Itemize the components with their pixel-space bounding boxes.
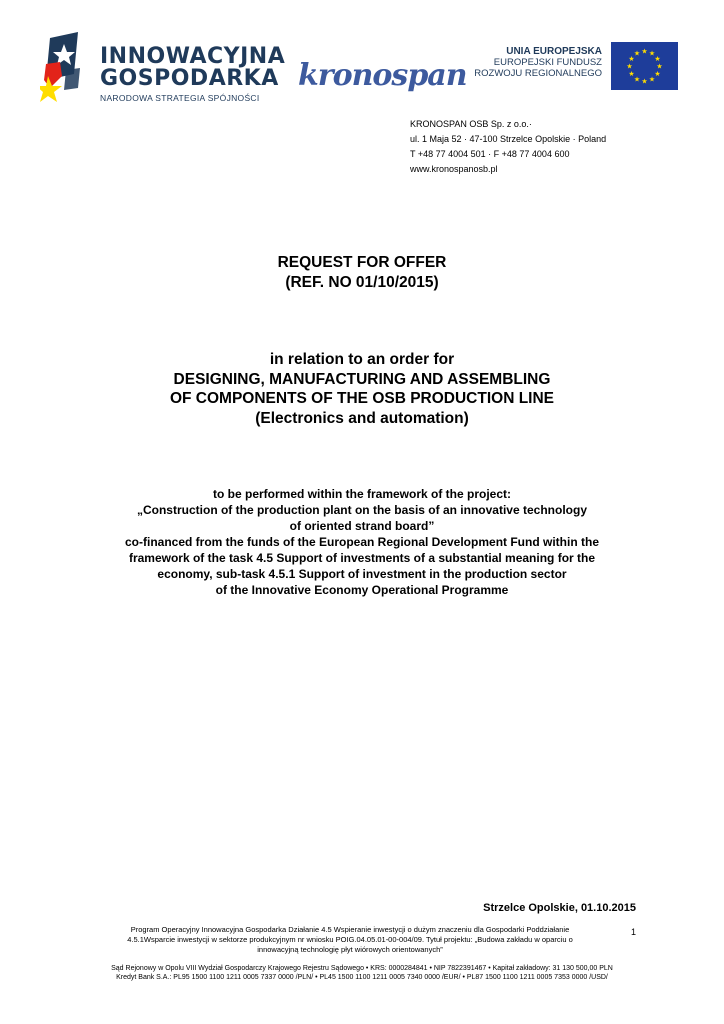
project-line-5: framework of the task 4.5 Support of investments of a substantial meaning for the (128, 551, 596, 565)
eu-logo-text (474, 46, 602, 79)
footer-program-info (90, 925, 610, 955)
star-flag-icon (40, 30, 100, 110)
project-line-1: to be performed within the framework of the project: (212, 487, 512, 501)
company-name: KRONOSPAN OSB Sp. z o.o.· (410, 119, 532, 129)
logo-line-1: INNOWACYJNA (100, 44, 286, 69)
project-line-6: economy, sub-task 4.5.1 Support of investment in the production sector (157, 567, 567, 581)
relation-line-1: in relation to an order for (269, 351, 455, 368)
company-address: ul. 1 Maja 52 · 47-100 Strzelce Opolskie · Poland (410, 134, 607, 144)
eu-star-icon: ★ (633, 76, 641, 84)
document-title (0, 253, 724, 293)
project-description (0, 486, 724, 598)
company-phone: T +48 77 4004 501 · F +48 77 4004 600 (410, 149, 570, 159)
footer-program-line-2: 4.5.1Wsparcie inwestycji w sektorze produkcyjnym nr wniosku POIG.04.05.01-00-004/09. Tytuł projektu: „Budowa zakładu w oparciu o (127, 935, 573, 944)
innowacyjna-gospodarka-logo (40, 30, 286, 110)
company-address-block (410, 117, 606, 177)
eu-star-icon: ★ (648, 50, 656, 58)
logo-line-2: GOSPODARKA (100, 66, 279, 91)
project-line-4: co-financed from the funds of the European Regional Development Fund within the (124, 535, 599, 549)
eu-star-icon: ★ (626, 63, 633, 71)
eu-star-icon: ★ (641, 78, 648, 86)
logo-line-3: NARODOWA STRATEGIA SPÓJNOŚCI (100, 93, 260, 103)
document-date: Strzelce Opolskie, 01.10.2015 (483, 902, 636, 914)
eu-stars (611, 42, 678, 90)
relation-line-2: DESIGNING, MANUFACTURING AND ASSEMBLING (173, 370, 551, 388)
eu-star-icon: ★ (648, 76, 656, 84)
order-subject (0, 350, 724, 428)
eu-star-icon: ★ (654, 56, 661, 63)
eu-star-icon: ★ (633, 50, 641, 58)
footer-legal-info (0, 964, 724, 982)
kronospan-logo (298, 56, 467, 102)
project-line-7: of the Innovative Economy Operational Programme (215, 583, 509, 597)
eu-star-icon: ★ (656, 63, 663, 71)
eu-line-2: EUROPEJSKI FUNDUSZ (493, 57, 602, 68)
project-line-3: of oriented strand board” (289, 519, 435, 533)
page-number: 1 (630, 927, 636, 937)
eu-star-icon: ★ (628, 71, 635, 78)
title-line-2: (REF. NO 01/10/2015) (285, 274, 439, 291)
eu-line-3: ROZWOJU REGIONALNEGO (474, 68, 602, 79)
footer-court-line: Sąd Rejonowy w Opolu VIII Wydział Gospodarczy Krajowego Rejestru Sądowego • KRS: 0000284841 • NIP 7822391467 • Kapitał zakładowy: 31 130 500,00 PLN (111, 965, 613, 972)
eu-star-icon: ★ (641, 48, 648, 56)
footer-bank-line: Kredyt Bank S.A.: PL95 1500 1100 1211 0005 7337 0000 /PLN/ • PL45 1500 1100 1211 0005 7340 0000 /EUR/ • PL87 1500 1100 1211 0005 7353 0000 /USD/ (116, 974, 608, 981)
footer-program-line-3: innowacyjną technologię płyt wiórowych orientowanych” (257, 945, 443, 954)
eu-flag-icon (611, 42, 678, 90)
project-line-2: „Construction of the production plant on the basis of an innovative technology (136, 503, 587, 517)
relation-line-4: (Electronics and automation) (255, 409, 469, 427)
eu-star-icon: ★ (654, 71, 661, 78)
eu-line-1: UNIA EUROPEJSKA (506, 46, 602, 57)
title-line-1: REQUEST FOR OFFER (277, 254, 447, 271)
company-website: www.kronospanosb.pl (410, 164, 498, 174)
kronospan-wordmark: kronospan (298, 58, 467, 93)
eu-star-icon: ★ (628, 56, 635, 63)
relation-line-3: OF COMPONENTS OF THE OSB PRODUCTION LINE (169, 390, 555, 407)
footer-program-line-1: Program Operacyjny Innowacyjna Gospodarka Działanie 4.5 Wspieranie inwestycji o dużym znaczeniu dla Gospodarki Poddziałanie (130, 925, 570, 934)
